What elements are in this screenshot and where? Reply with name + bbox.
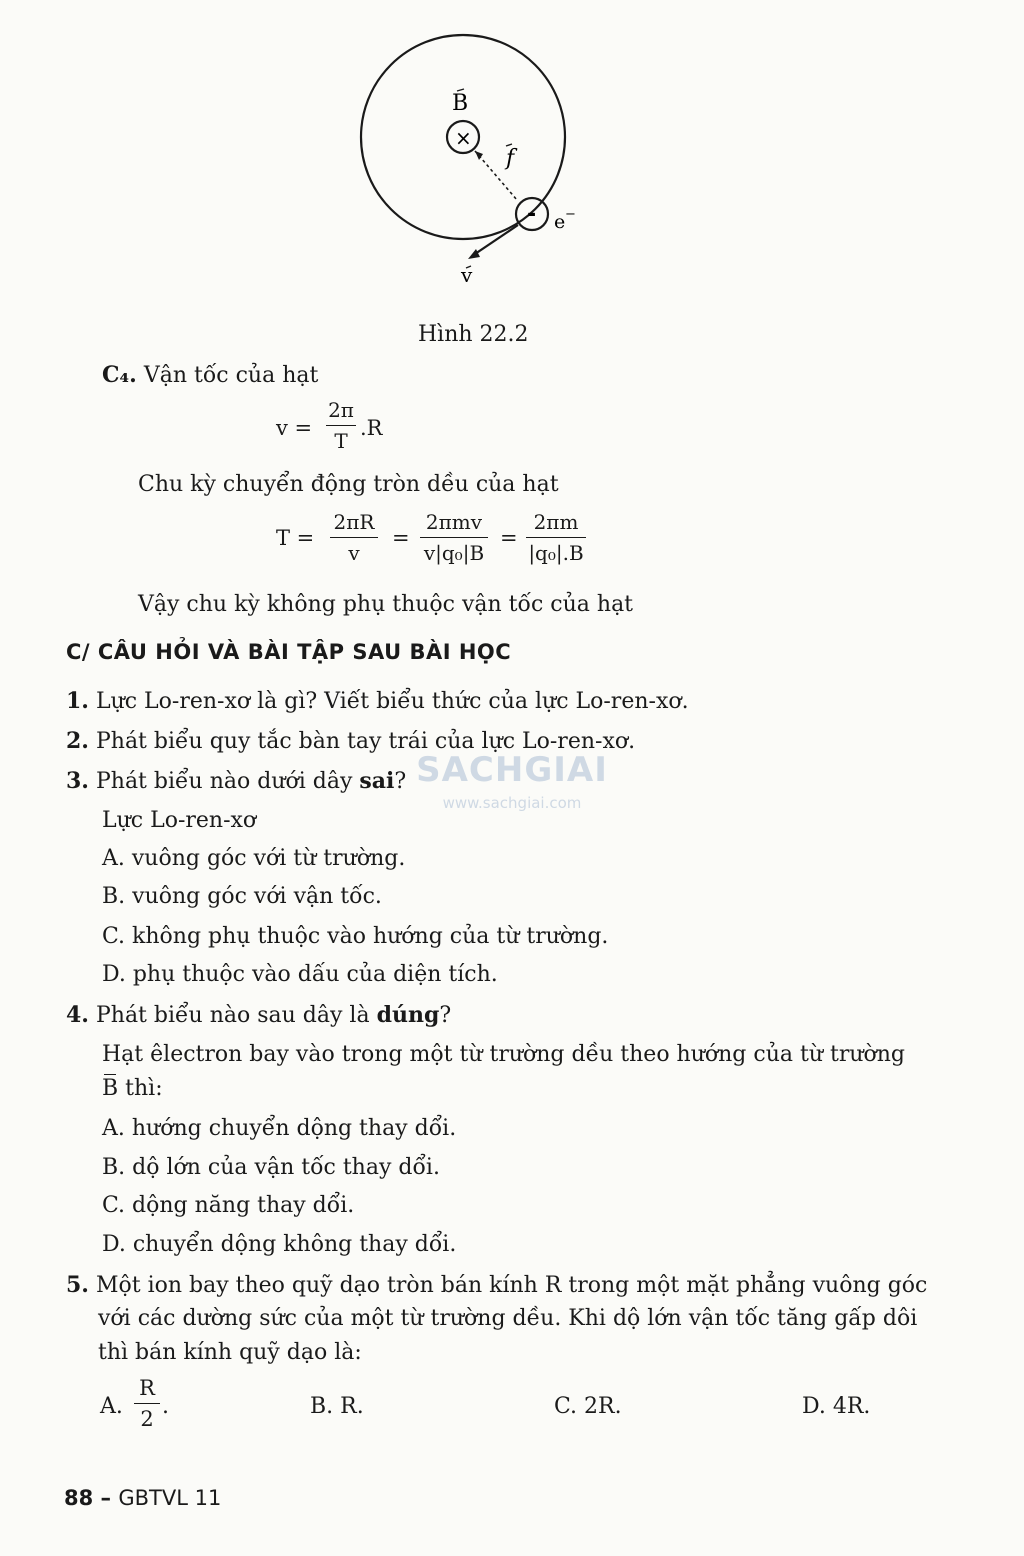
page-number: 88 — [64, 1486, 94, 1510]
T-fraction-2 — [420, 510, 488, 565]
section-title: C/ CÂU HỎI VÀ BÀI TẬP SAU BÀI HỌC — [66, 640, 512, 664]
q3-number: 3. — [66, 768, 89, 794]
f1-bar — [330, 537, 378, 538]
q4-text-bold: dúng — [376, 1002, 440, 1028]
label-cross: × — [455, 126, 472, 150]
q4-option-d: D. chuyển dộng không thay dổi. — [102, 1232, 457, 1257]
f1-denominator: v — [348, 541, 360, 565]
q5-a-bar — [134, 1403, 160, 1404]
q5-option-c: C. 2R. — [554, 1394, 622, 1419]
question-1 — [66, 688, 689, 714]
q5-line1: Một ion bay theo quỹ dạo tròn bán kính R trong một mặt phẳng vuông góc — [95, 1273, 928, 1298]
T-fraction-1 — [330, 510, 378, 565]
q5-number: 5. — [66, 1272, 89, 1298]
watermark-logo: SACHGIAI — [416, 750, 608, 790]
f3-denominator: |q₀|.B — [528, 541, 584, 565]
f1-numerator: 2πR — [333, 510, 375, 534]
question-3 — [66, 768, 406, 794]
q3-option-a: A. vuông góc với từ trường. — [102, 846, 406, 871]
q5-line2: với các dường sức của một từ trường dều. Khi dộ lớn vận tốc tăng gấp dôi — [98, 1306, 918, 1331]
v-fraction — [326, 398, 356, 453]
q4-B-arrow — [104, 1074, 116, 1075]
q4-text-pre: Phát biểu nào sau dây là — [95, 1003, 377, 1028]
question-4 — [66, 1002, 451, 1028]
label-f: f — [506, 146, 515, 171]
question-5 — [66, 1272, 927, 1298]
q4-option-a: A. hướng chuyển dộng thay dổi. — [102, 1116, 457, 1141]
c4-intro: Vận tốc của hạt — [143, 363, 319, 388]
v-lhs: v = — [276, 416, 313, 440]
q3-option-d: D. phụ thuộc vào dấu của diện tích. — [102, 962, 498, 987]
v-denominator: T — [334, 429, 348, 453]
label-e: e — [554, 211, 566, 233]
q5-a-numerator: R — [139, 1376, 155, 1400]
q5-option-a-tail: . — [162, 1394, 169, 1419]
q4-option-c: C. dộng năng thay dổi. — [102, 1193, 355, 1218]
figure-caption: Hình 22.2 — [418, 322, 529, 347]
label-e-sup: − — [565, 207, 576, 222]
v-tail: .R — [360, 416, 383, 440]
figure-22-2 — [340, 30, 580, 290]
velocity-line — [472, 225, 518, 256]
q5-option-d: D. 4R. — [802, 1394, 871, 1419]
q3-text-pre: Phát biểu nào dưới dây — [95, 769, 360, 794]
f2-denominator: v|q₀|B — [423, 541, 485, 565]
q5-line3: thì bán kính quỹ dạo là: — [98, 1340, 362, 1365]
q5-option-b: B. R. — [310, 1394, 364, 1419]
c4-heading: C₄. — [102, 362, 137, 388]
v-fraction-bar — [326, 425, 356, 426]
eq-sign-2: = — [500, 526, 518, 550]
q2-number: 2. — [66, 728, 89, 754]
c4-line — [102, 362, 318, 388]
label-B: B — [452, 91, 469, 116]
q3-option-b: B. vuông góc với vận tốc. — [102, 884, 382, 909]
q3-text-post: ? — [394, 769, 407, 794]
eq-sign-1: = — [392, 526, 410, 550]
label-v: v — [461, 263, 473, 287]
conclusion: Vậy chu kỳ không phụ thuộc vận tốc của hạt — [138, 592, 634, 617]
q3-stem: Lực Lo-ren-xơ — [102, 808, 257, 833]
footer-dash: – — [93, 1486, 119, 1510]
f3-bar — [526, 537, 586, 538]
watermark-url: www.sachgiai.com — [442, 794, 582, 812]
q3-option-c: C. không phụ thuộc vào hướng của từ trường. — [102, 924, 609, 949]
q3-text-bold: sai — [359, 768, 395, 794]
q4-stem-tail: thì: — [118, 1076, 163, 1101]
book-code: GBTVL 11 — [118, 1486, 222, 1510]
watermark — [412, 750, 612, 812]
q4-stem-line2 — [102, 1076, 163, 1101]
f2-bar — [420, 537, 488, 538]
q5-option-a-label: A. — [100, 1394, 123, 1419]
q4-option-b: B. dộ lớn của vận tốc thay dổi. — [102, 1155, 440, 1180]
q5-a-denominator: 2 — [140, 1407, 154, 1431]
v-numerator: 2π — [328, 398, 354, 422]
q1-text: Lực Lo-ren-xơ là gì? Viết biểu thức của lực Lo-ren-xơ. — [95, 689, 689, 714]
period-intro: Chu kỳ chuyển động tròn dều của hạt — [138, 472, 559, 497]
q4-stem-line1: Hạt êlectron bay vào trong một từ trường dều theo hướng của từ trường — [102, 1042, 906, 1067]
f3-numerator: 2πm — [533, 510, 579, 534]
label-minus: - — [527, 202, 537, 227]
page-footer — [64, 1486, 221, 1510]
q2-text: Phát biểu quy tắc bàn tay trái của lực Lo-ren-xơ. — [95, 729, 636, 754]
q4-B-letter: B — [102, 1076, 119, 1101]
f2-numerator: 2πmv — [425, 510, 483, 534]
T-fraction-3 — [526, 510, 586, 565]
q1-number: 1. — [66, 688, 89, 714]
force-arrowhead — [475, 151, 483, 160]
q4-text-post: ? — [439, 1003, 452, 1028]
q5-option-a-fraction — [134, 1376, 160, 1431]
q4-number: 4. — [66, 1002, 89, 1028]
circular-orbit-diagram — [340, 30, 580, 290]
T-lhs: T = — [276, 526, 315, 550]
q4-B-vector — [102, 1076, 118, 1101]
